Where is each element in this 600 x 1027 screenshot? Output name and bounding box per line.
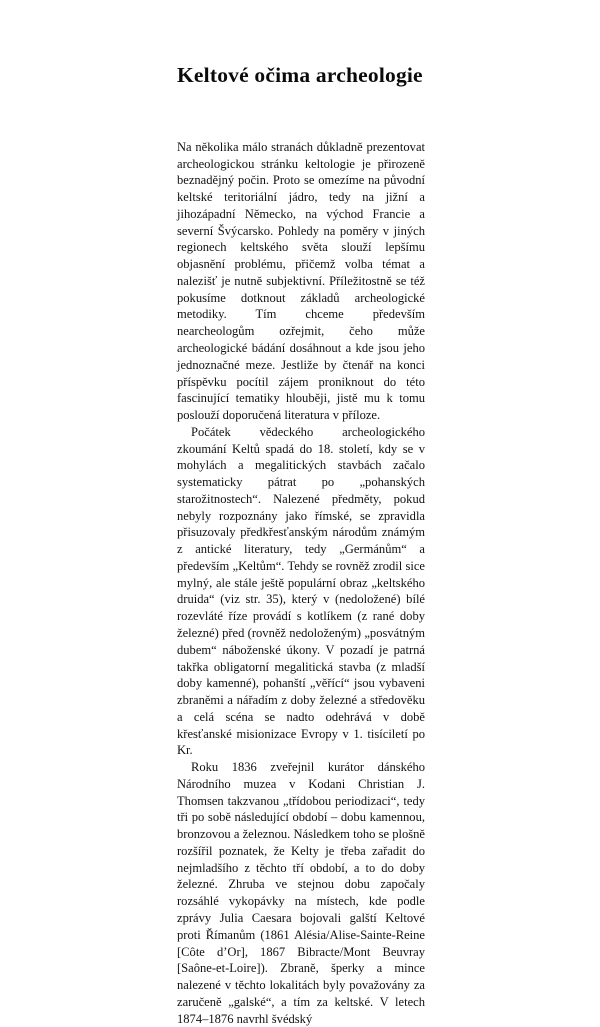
page-title: Keltové očima archeologie	[177, 63, 423, 87]
paragraph: Počátek vědeckého archeologického zkoumání Keltů spadá do 18. století, kdy se v mohylách a megalitických stavbách začalo systematicky pátrat po „pohanských starožitnostech“. Nalezené předměty, pokud nebyly rozpoznány jako římské, se zpravidla přisuzovaly předkřesťanským národům známým z antické literatury, tedy „Germánům“ a především „Keltům“. Tehdy se rovněž zrodil sice mylný, ale stále ještě populární obraz „keltského druida“ (viz str. 35), který v (nedoložené) bílé rozevláté říze provádí s kotlíkem (z rané doby železné) před (rovněž nedoloženým) „posvátným dubem“ náboženské úkony. V pozadí je patrná takřka obligatorní megalitická stavba (z mladší doby kamenné), pohanští „věřící“ jsou vybaveni zbraněmi a nářadím z doby železné a středověku a celá scéna se nadto odehrává v době křesťanské misionizace Evropy v 1. tisíciletí po Kr.	[177, 424, 425, 758]
paragraph: Roku 1836 zveřejnil kurátor dánského Národního muzea v Kodani Christian J. Thomsen takzvanou „třídobou periodizaci“, tedy tři po sobě následující období – dobu kamennou, bronzovou a železnou. Následkem toho se plošně rozšířil poznatek, že Kelty je třeba zařadit do nejmladšího z těchto tří období, a to do doby železné. Zhruba ve stejnou dobu započaly rozsáhlé vykopávky na místech, kde podle zprávy Julia Caesara bojovali galští Keltové proti Římanům (1861 Alésia/Alise-Sainte-Reine [Côte d’Or], 1867 Bibracte/Mont Beuvray [Saône-et-Loire]). Zbraně, šperky a mince nalezené v těchto lokalitách byly považovány za zaručeně „galské“, a tím za keltské. V letech 1874–1876 navrhl švédský	[177, 760, 425, 1026]
paragraph: Na několika málo stranách důkladně prezentovat archeologickou stránku keltologie je přirozeně beznadějný počin. Proto se omezíme na původní keltské teritoriální jádro, tedy na jižní a jihozápadní Německo, na východ Francie a severní Švýcarsko. Pohledy na poměry v jiných regionech keltského světa slouží lepšímu objasnění problému, přičemž volba témat a nalezišť je nutně subjektivní. Příležitostně se též pokusíme dotknout základů archeologické metodiky. Tím chceme především nearcheologům ozřejmit, čeho může archeologické bádání dosáhnout a kde jsou jeho jednoznačné meze. Jestliže by čtenář na konci příspěvku pocítil zájem proniknout do této fascinující tematiky hlouběji, jistě mu k tomu poslouží doporučená literatura v příloze.	[177, 139, 425, 423]
body-text	[177, 89, 425, 1027]
